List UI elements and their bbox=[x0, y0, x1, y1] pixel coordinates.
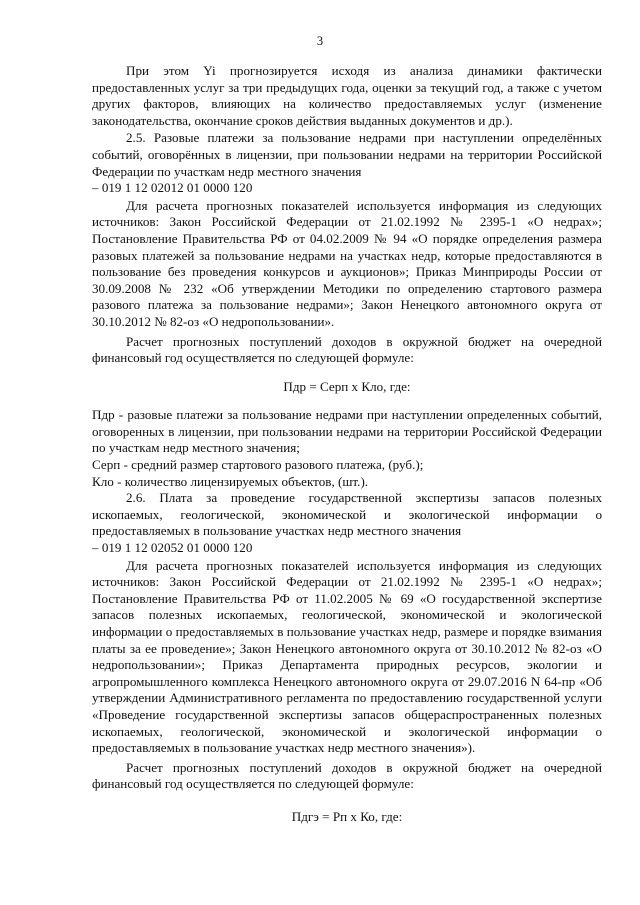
section-2-5-budget-code: – 019 1 12 02012 01 0000 120 bbox=[92, 180, 253, 196]
paragraph-2-6-calculation: Расчет прогнозных поступлений доходов в окружной бюджет на очередной финансовый год осуществляется по следующей формуле: bbox=[92, 759, 602, 792]
page-number: 3 bbox=[316, 34, 324, 48]
definition-klo: Кло - количество лицензируемых объектов, (шт.). bbox=[92, 473, 369, 489]
section-2-6-heading: 2.6. Плата за проведение государственной экспертизы запасов полезных ископаемых, геологической, экономической и экологической информации о предоставляемых в пользование участках недр местного значения bbox=[92, 490, 602, 539]
paragraph-2-5-sources: Для расчета прогнозных показателей используется информация из следующих источников: Закон Российской Федерации от 21.02.1992 № 2395-1 «О недрах»; Постановление Правительства РФ от 04.02.2009 № 94 «О порядке определения размера разовых платежей за пользование недрами на участках недр, которые предоставляются в пользование без проведения конкурсов и аукционов»; Приказ Минприроды России от 30.09.2008 № 232 «Об утверждении Методики по определению стартового размера разового платежа за пользование недрами»; Закон Ненецкого автономного округа от 30.10.2012 № 82-оз «О недропользовании». bbox=[92, 197, 602, 329]
definition-pdr: Пдр - разовые платежи за пользование недрами при наступлении определенных событий, оговоренных в лицензии, при пользовании недрами на территории Российской Федерации по участкам недр местного значения; bbox=[92, 407, 602, 456]
paragraph-2-6-sources: Для расчета прогнозных показателей используется информация из следующих источников: Закон Российской Федерации от 21.02.1992 № 2395-1 «О недрах»; Постановление Правительства РФ от 11.02.2005 № 69 «О государственной экспертизе запасов полезных ископаемых, геологической, экономической и экологической информации о предоставляемых в пользование участках недр, размере и порядке взимания платы за ее проведение»; Закон Ненецкого автономного округа от 30.10.2012 № 82-оз «О недропользовании»; Приказ Департамента природных ресурсов, экологии и агропромышленного комплекса Ненецкого автономного округа от 29.07.2016 N 64-пр «Об утверждении Административного регламента по предоставлению государственной услуги «Проведение государственной экспертизы запасов общераспространенных полезных ископаемых, геологической, экономической и экологической информации о предоставляемых в пользование участках недр местного значения»). bbox=[92, 557, 602, 756]
formula-pdr: Пдр = Серп х Кло, где: bbox=[283, 378, 411, 394]
paragraph-yi-forecast: При этом Yi прогнозируется исходя из анализа динамики фактически предоставленных услуг за три предыдущих года, оценки за текущий год, а также с учетом других факторов, влияющих на количество предоставляемых услуг (изменение законодательства, окончание сроков действия выданных документов и др.). bbox=[92, 63, 602, 128]
paragraph-2-5-calculation: Расчет прогнозных поступлений доходов в окружной бюджет на очередной финансовый год осуществляется по следующей формуле: bbox=[92, 333, 602, 366]
formula-pdge: Пдгэ = Рп х Ко, где: bbox=[291, 808, 403, 824]
document-body bbox=[92, 63, 602, 826]
definition-serp: Серп - средний размер стартового разового платежа, (руб.); bbox=[92, 457, 424, 473]
section-2-6-budget-code: – 019 1 12 02052 01 0000 120 bbox=[92, 540, 253, 556]
section-2-5-heading: 2.5. Разовые платежи за пользование недрами при наступлении определённых событий, оговорённых в лицензии, при пользовании недрами на территории Российской Федерации по участкам недр местного значения bbox=[92, 130, 602, 179]
